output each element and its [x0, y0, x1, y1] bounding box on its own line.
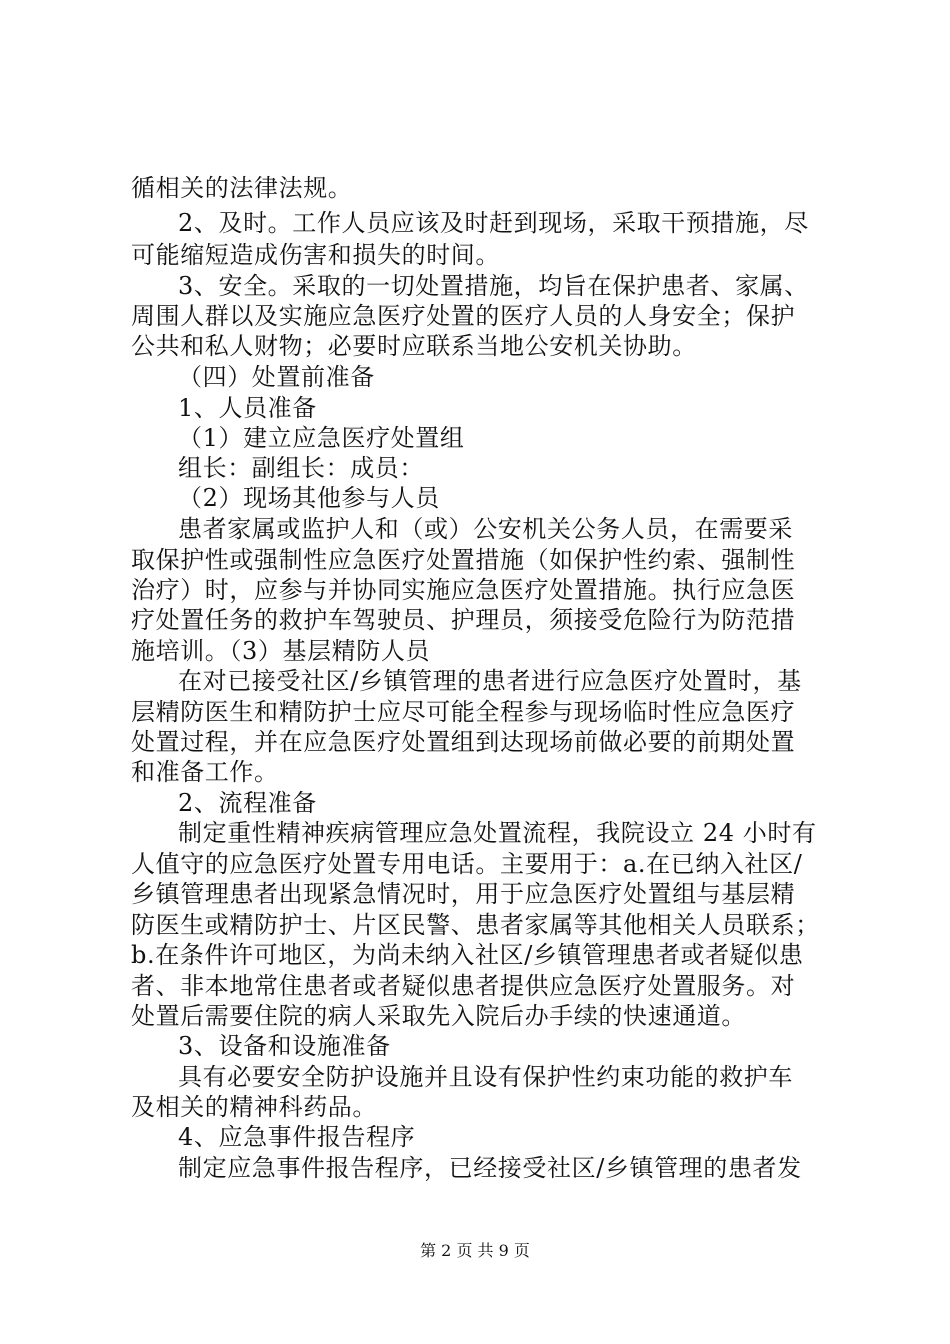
subsection-heading: 3、设备和设施准备 [178, 1032, 391, 1060]
text-line: 公共和私人财物；必要时应联系当地公安机关协助。 [131, 332, 697, 360]
text-line: 施培训。（3）基层精防人员 [131, 637, 431, 665]
text-line: 周围人群以及实施应急医疗处置的医疗人员的人身安全；保护 [131, 302, 796, 330]
text-line: b.在条件许可地区，为尚未纳入社区/乡镇管理患者或者疑似患 [131, 941, 804, 969]
text-line: 可能缩短造成伤害和损失的时间。 [131, 241, 500, 269]
text-line: 制定重性精神疾病管理应急处置流程，我院设立 24 小时有 [178, 819, 817, 847]
text-line: 组长：副组长：成员： [178, 454, 424, 482]
text-line: 3、安全。采取的一切处置措施，均旨在保护患者、家属、 [178, 272, 809, 300]
text-line: 处置过程，并在应急医疗处置组到达现场前做必要的前期处置 [131, 728, 796, 756]
text-line: 2、及时。工作人员应该及时赶到现场，采取干预措施，尽 [178, 209, 809, 237]
text-line: 治疗）时，应参与并协同实施应急医疗处置措施。执行应急医 [131, 576, 796, 604]
text-line: 循相关的法律法规。 [131, 174, 353, 202]
text-line: 在对已接受社区/乡镇管理的患者进行应急医疗处置时，基 [178, 667, 802, 695]
text-line: 制定应急事件报告程序，已经接受社区/乡镇管理的患者发 [178, 1154, 802, 1182]
subsection-heading: （1）建立应急医疗处置组 [178, 424, 465, 452]
subsection-heading: （2）现场其他参与人员 [178, 484, 440, 512]
text-line: 取保护性或强制性应急医疗处置措施（如保护性约索、强制性 [131, 546, 796, 574]
text-line: 层精防医生和精防护士应尽可能全程参与现场临时性应急医疗 [131, 698, 796, 726]
text-line: 具有必要安全防护设施并且设有保护性约束功能的救护车 [178, 1063, 793, 1091]
text-line: 处置后需要住院的病人采取先入院后办手续的快速通道。 [131, 1002, 746, 1030]
text-line: 患者家属或监护人和（或）公安机关公务人员，在需要采 [178, 515, 793, 543]
text-line: 及相关的精神科药品。 [131, 1093, 377, 1121]
text-line: 防医生或精防护士、片区民警、患者家属等其他相关人员联系； [131, 911, 820, 939]
text-line: 乡镇管理患者出现紧急情况时，用于应急医疗处置组与基层精 [131, 880, 796, 908]
subsection-heading: 1、人员准备 [178, 394, 317, 422]
text-line: 者、非本地常住患者或者疑似患者提供应急医疗处置服务。对 [131, 972, 796, 1000]
section-heading: （四）处置前准备 [178, 363, 375, 391]
text-line: 疗处置任务的救护车驾驶员、护理员，须接受危险行为防范措 [131, 606, 796, 634]
text-line: 和准备工作。 [131, 758, 279, 786]
page-number-footer: 第 2 页 共 9 页 [420, 1241, 530, 1260]
subsection-heading: 2、流程准备 [178, 789, 317, 817]
text-line: 人值守的应急医疗处置专用电话。主要用于：a.在已纳入社区/ [131, 850, 803, 878]
subsection-heading: 4、应急事件报告程序 [178, 1123, 416, 1151]
